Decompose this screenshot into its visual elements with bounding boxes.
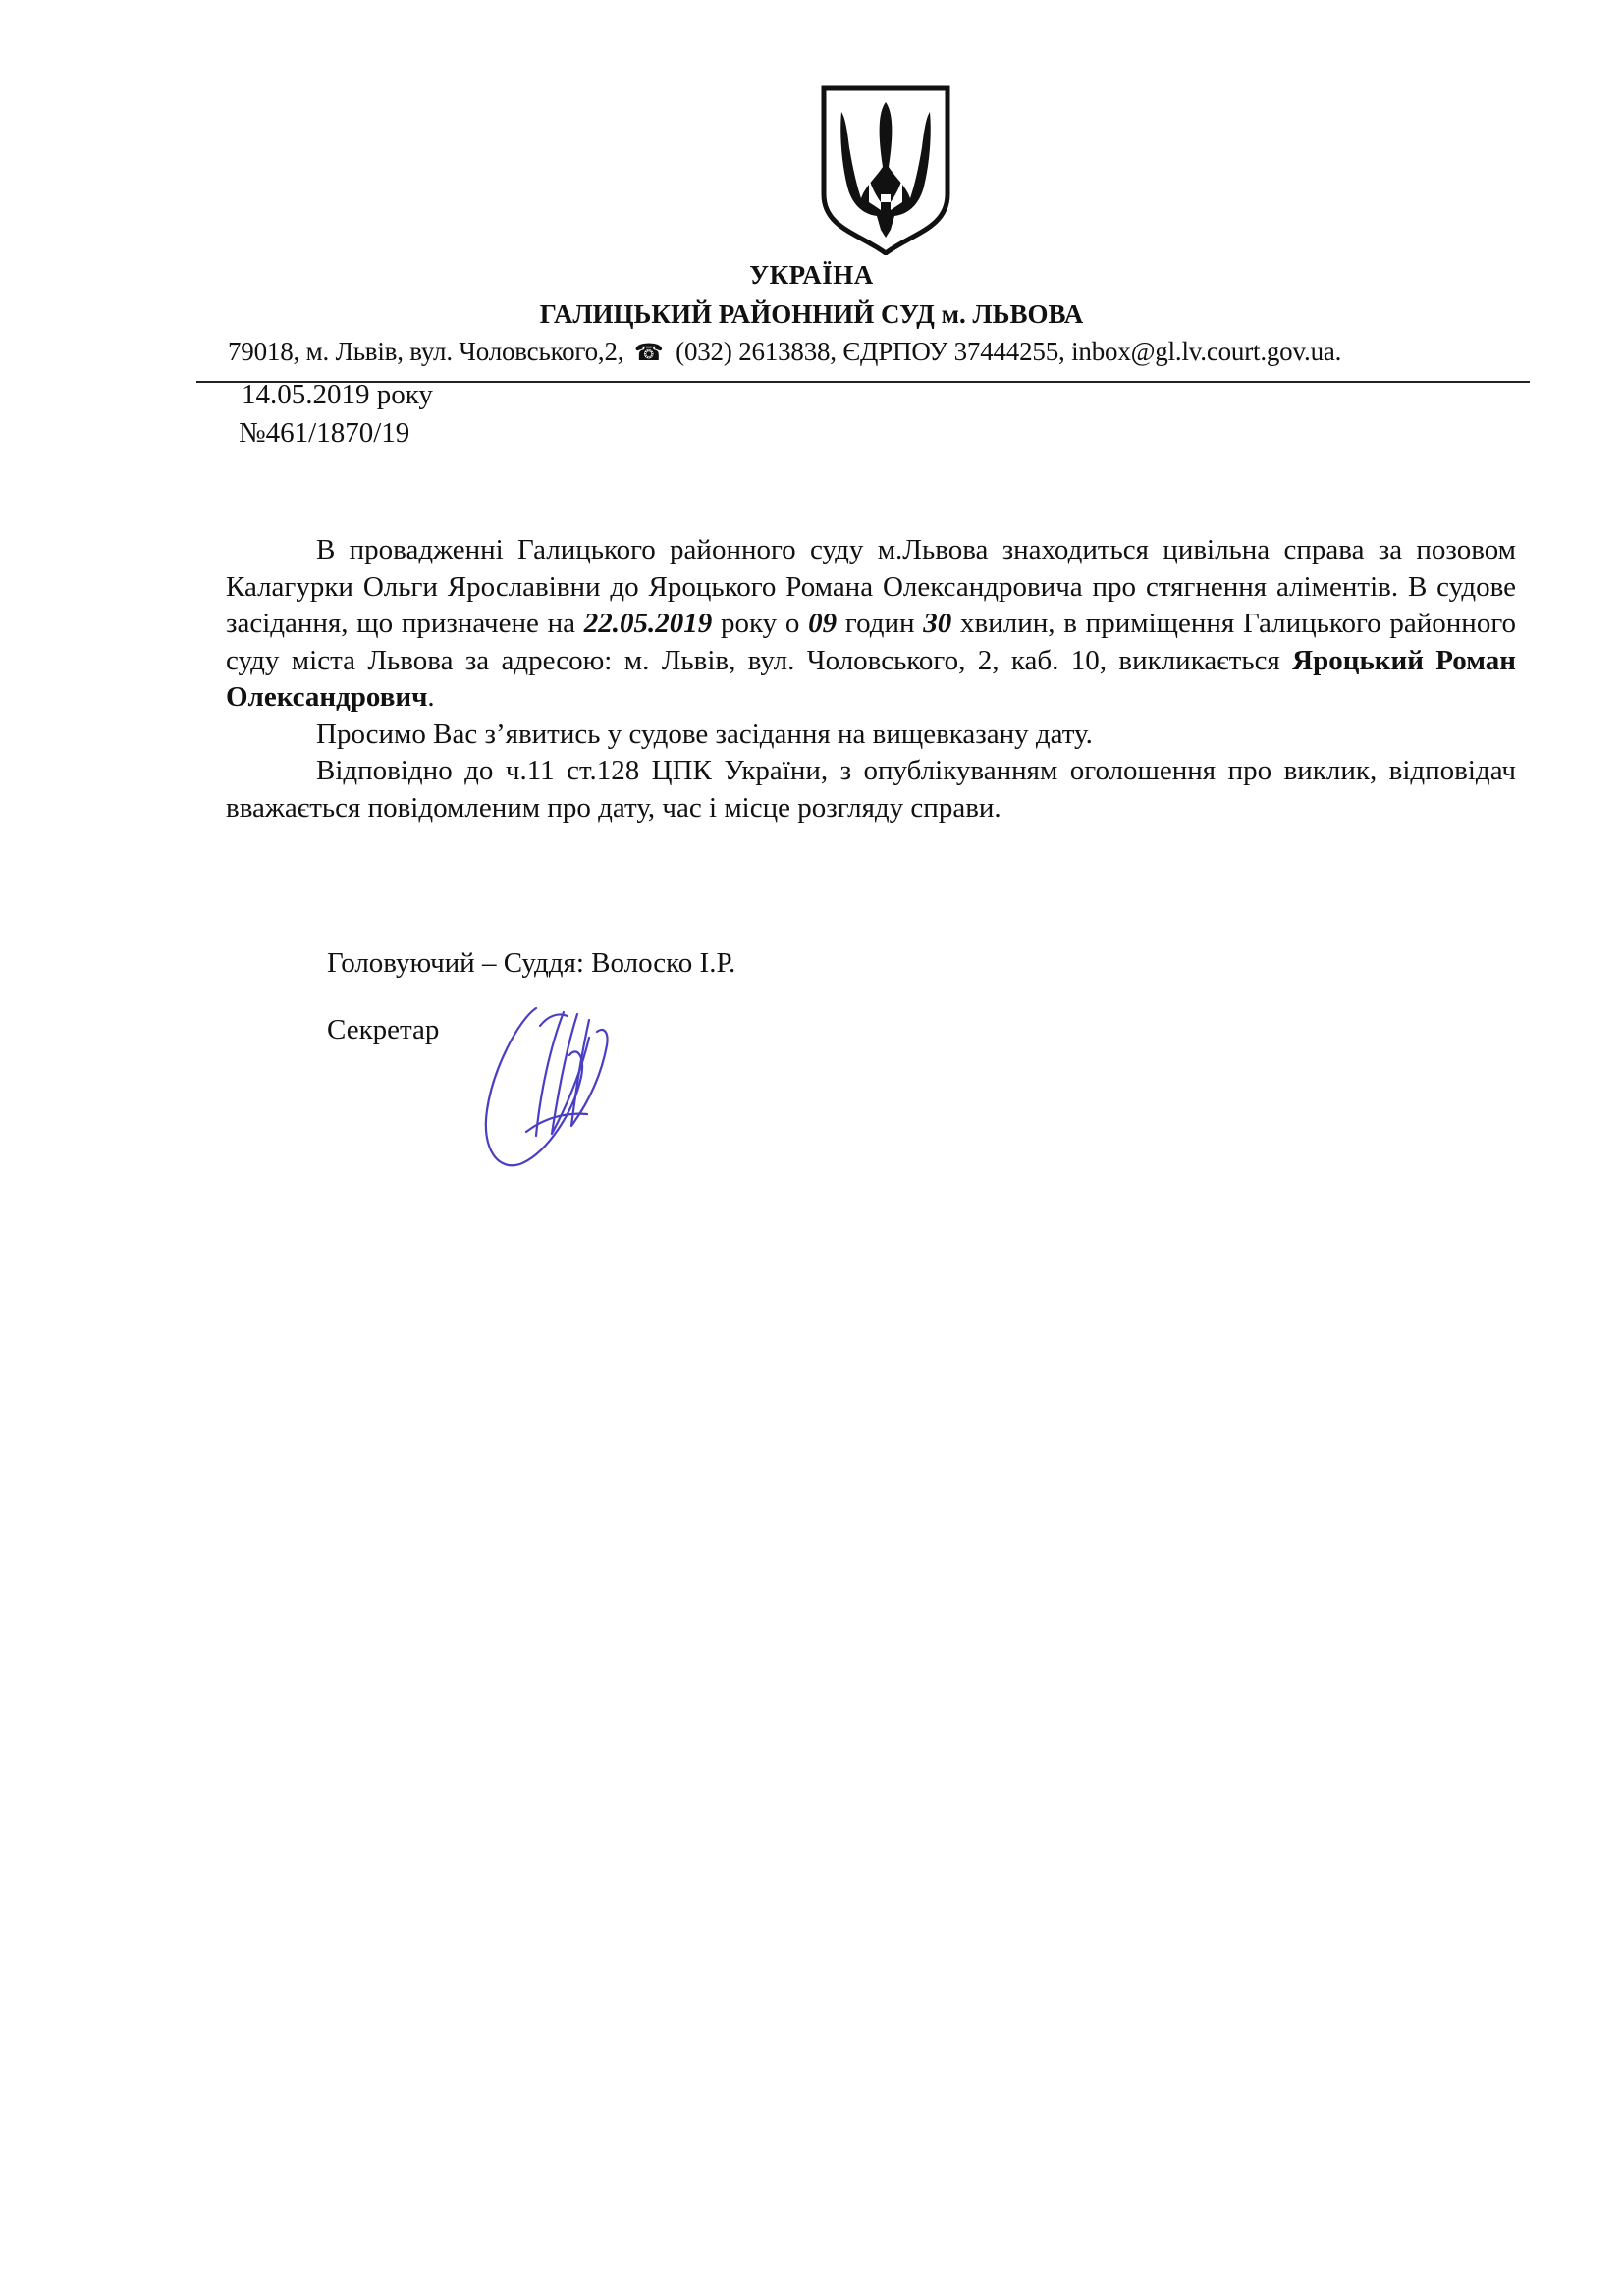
court-phone: (032) 2613838, — [676, 337, 837, 366]
summons-paragraph: В провадженні Галицького районного суду м.Львова знаходиться цивільна справа за позовом Калагурки Ольги Ярославівни до Яроцького Романа Олександровича про стягнення аліментів. В судове засідання, що призначене на 22.05.2019 року о 09 годин 30 хвилин, в приміщення Галицького районного суду міста Львова за адресою: м. Львів, вул. Чоловського, 2, каб. 10, викликається Яроцький Роман Олександрович. — [226, 534, 1517, 713]
letter-number: №461/1870/19 — [239, 417, 410, 449]
legal-notice-paragraph: Відповідно до ч.11 ст.128 ЦПК України, з опублікуванням оголошення про виклик, відповідач вважається повідомленим про дату, час і місце розгляду справи. — [226, 755, 1516, 824]
presiding-judge-line: Головуючий – Суддя: Волоско І.Р. — [327, 947, 736, 979]
secretary-label: Секретар — [327, 1014, 440, 1045]
hearing-hour: 09 — [808, 608, 838, 639]
court-edrpou: ЄДРПОУ 37444255, — [842, 337, 1065, 366]
court-address: 79018, м. Львів, вул. Чоловського,2, — [228, 337, 624, 366]
court-contact-line — [228, 337, 1504, 367]
court-email: inbox@gl.lv.court.gov.ua. — [1071, 337, 1342, 366]
coat-of-arms-icon — [818, 84, 953, 255]
hearing-minutes: 30 — [923, 608, 952, 639]
handwritten-signature — [479, 987, 626, 1173]
letter-body — [226, 532, 1516, 827]
request-paragraph: Просимо Вас з’явитись у судове засідання на вищевказану дату. — [316, 718, 1093, 750]
defendant-name: Яроцький Роман Олександрович — [226, 644, 1517, 713]
letter-date: 14.05.2019 року — [242, 379, 433, 410]
hearing-date: 22.05.2019 — [583, 608, 713, 639]
court-name-heading: ГАЛИЦЬКИЙ РАЙОННИЙ СУД м. ЛЬВОВА — [539, 299, 1084, 329]
telephone-icon: ☎ — [633, 341, 664, 366]
country-heading: УКРАЇНА — [749, 260, 874, 290]
